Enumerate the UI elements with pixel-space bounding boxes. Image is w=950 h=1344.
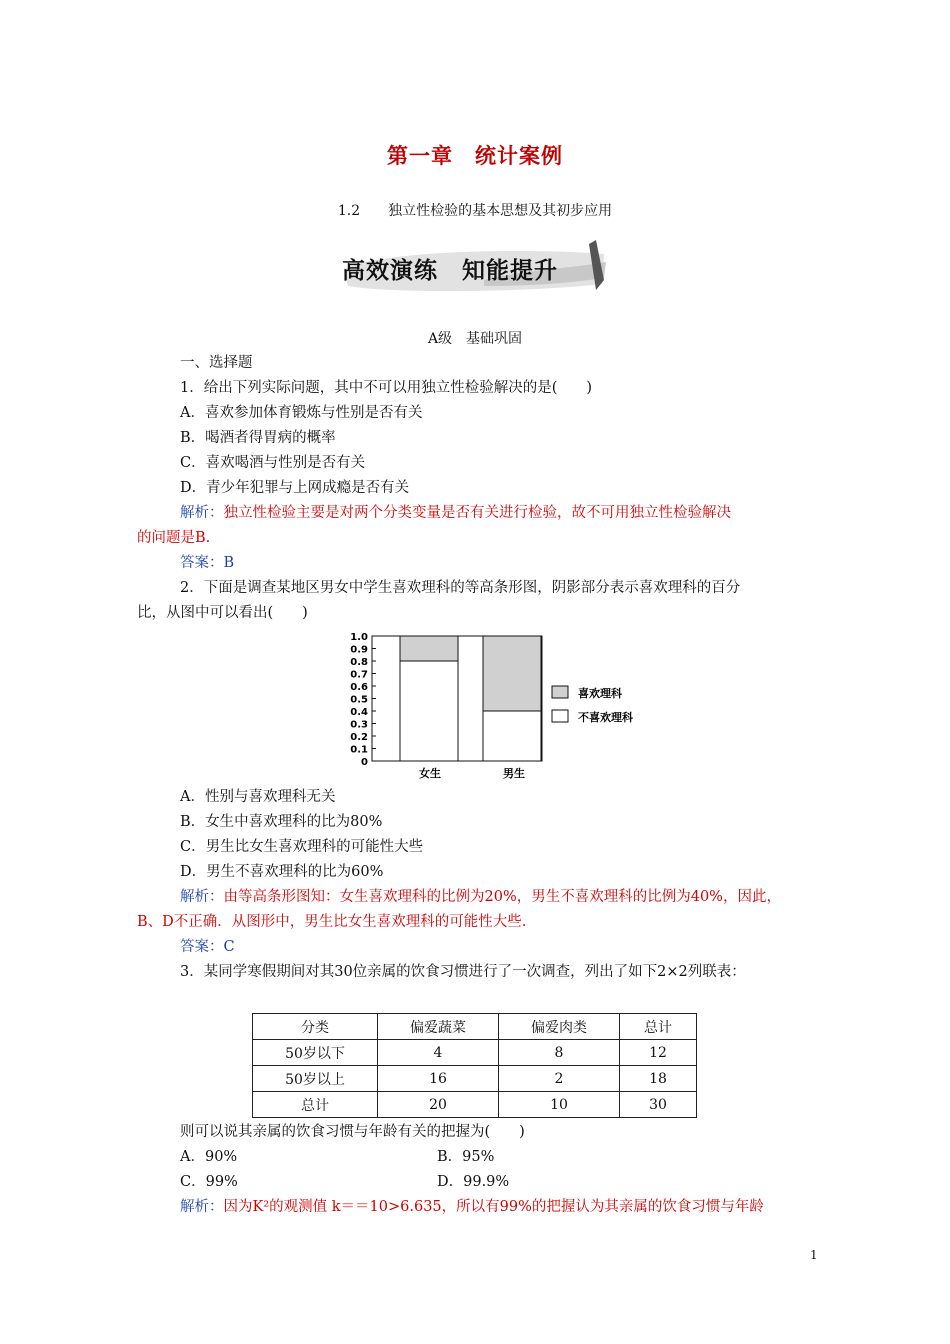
- y-tick-label: 0.2: [350, 732, 368, 743]
- q1-analysis-label: 解析：: [180, 505, 224, 521]
- bars: [400, 636, 541, 761]
- y-tick-label: 0: [361, 757, 368, 768]
- x-tick-label-girls: 女生: [419, 767, 441, 780]
- q3-option-d: D．99.9%: [437, 1174, 510, 1190]
- x-tick-label-boys: 男生: [503, 767, 525, 780]
- q3-analysis-label: 解析：: [180, 1199, 224, 1215]
- table-cell: 30: [620, 1092, 697, 1118]
- level-title: A级 基础巩固: [427, 331, 523, 347]
- page-number: 1: [810, 1248, 818, 1262]
- contingency-table: [252, 1013, 697, 1118]
- banner: [334, 240, 614, 298]
- stacked-bar-chart: [340, 626, 660, 786]
- bar-segment-dislike-1: [483, 711, 541, 761]
- q2-analysis-label: 解析：: [180, 889, 224, 905]
- q3-analysis: [180, 1197, 764, 1217]
- y-tick-label: 0.5: [350, 694, 368, 706]
- q1-option-d: D．青少年犯罪与上网成瘾是否有关: [180, 480, 410, 496]
- y-tick-label: 0.6: [350, 682, 368, 693]
- table-header-cell: 偏爱肉类: [499, 1014, 620, 1040]
- q1-option-b: B．喝酒者得胃病的概率: [180, 430, 336, 446]
- q1-stem: 1．给出下列实际问题，其中不可以用独立性检验解决的是( ): [180, 380, 593, 396]
- q2-stem: 2．下面是调查某地区男女中学生喜欢理科的等高条形图，阴影部分表示喜欢理科的百分: [180, 580, 741, 596]
- q2-answer: 答案：C: [180, 939, 235, 955]
- table-header-cell: 总计: [620, 1014, 697, 1040]
- q3-option-b: B．95%: [437, 1149, 495, 1165]
- q2-option-b: B．女生中喜欢理科的比为80%: [180, 814, 383, 830]
- q3-question: 则可以说其亲属的饮食习惯与年龄有关的把握为( ): [180, 1124, 525, 1140]
- q2-stem-cont: 比，从图中可以看出( ): [137, 605, 308, 621]
- legend-label-dislike: 不喜欢理科: [578, 711, 633, 724]
- y-tick-label: 0.3: [350, 719, 368, 731]
- banner-text: 高效演练 知能提升: [342, 258, 558, 284]
- table-cell: 50岁以上: [253, 1066, 378, 1092]
- chapter-title: 第一章 统计案例: [387, 143, 563, 168]
- table-cell: 12: [620, 1040, 697, 1066]
- legend-swatch-dislike: [552, 710, 568, 722]
- table-cell: 10: [499, 1092, 620, 1118]
- table-row: [253, 1092, 697, 1118]
- y-tick-label: 0.1: [350, 744, 368, 756]
- y-tick-label: 0.9: [350, 644, 368, 656]
- table-cell: 8: [499, 1040, 620, 1066]
- q2-analysis: [180, 887, 781, 907]
- q1-analysis: [180, 503, 731, 523]
- table-cell: 16: [378, 1066, 499, 1092]
- table-cell: 18: [620, 1066, 697, 1092]
- bar-segment-dislike-0: [400, 661, 458, 761]
- legend-label-like: 喜欢理科: [578, 687, 622, 700]
- q3-stem: 3．某同学寒假期间对其30位亲属的饮食习惯进行了一次调查，列出了如下2×2列联表：: [180, 964, 746, 980]
- y-tick-label: 0.8: [350, 657, 368, 668]
- table-row: [253, 1040, 697, 1066]
- q3-option-c: C．99%: [180, 1174, 238, 1190]
- y-tick-label: 0.4: [350, 707, 368, 718]
- bar-segment-like-0: [400, 636, 458, 661]
- q2-option-c: C．男生比女生喜欢理科的可能性大些: [180, 839, 424, 855]
- table-cell: 总计: [253, 1092, 378, 1118]
- q3-analysis-text: 因为K²的观测值 k＝＝10>6.635，所以有99%的把握认为其亲属的饮食习惯与年龄: [223, 1199, 764, 1215]
- table-header-row: [253, 1014, 697, 1040]
- q1-option-c: C．喜欢喝酒与性别是否有关: [180, 455, 366, 471]
- table-cell: 50岁以下: [253, 1040, 378, 1066]
- table-header-cell: 分类: [253, 1014, 378, 1040]
- q1-analysis-cont: 的问题是B.: [137, 530, 211, 546]
- y-tick-label: 0.7: [350, 669, 368, 681]
- q1-answer: 答案：B: [180, 555, 235, 571]
- y-tick-label: 1.0: [350, 632, 368, 643]
- table-row: [253, 1066, 697, 1092]
- q3-option-a: A．90%: [180, 1149, 238, 1165]
- q2-option-d: D．男生不喜欢理科的比为60%: [180, 864, 384, 880]
- table-cell: 4: [378, 1040, 499, 1066]
- q1-option-a: A．喜欢参加体育锻炼与性别是否有关: [180, 405, 423, 421]
- q2-option-a: A．性别与喜欢理科无关: [180, 789, 336, 805]
- bar-segment-like-1: [483, 636, 541, 711]
- section-title: 1.2 独立性检验的基本思想及其初步应用: [337, 203, 613, 219]
- table-cell: 2: [499, 1066, 620, 1092]
- q2-analysis-cont: B、D不正确．从图形中，男生比女生喜欢理科的可能性大些.: [137, 914, 527, 930]
- table-header-cell: 偏爱蔬菜: [378, 1014, 499, 1040]
- q2-analysis-text: 由等高条形图知：女生喜欢理科的比例为20%，男生不喜欢理科的比例为40%，因此，: [223, 889, 781, 905]
- part-heading: 一、选择题: [180, 355, 253, 371]
- legend-swatch-like: [552, 686, 568, 698]
- table-cell: 20: [378, 1092, 499, 1118]
- q1-analysis-text: 独立性检验主要是对两个分类变量是否有关进行检验，故不可用独立性检验解决: [223, 505, 731, 521]
